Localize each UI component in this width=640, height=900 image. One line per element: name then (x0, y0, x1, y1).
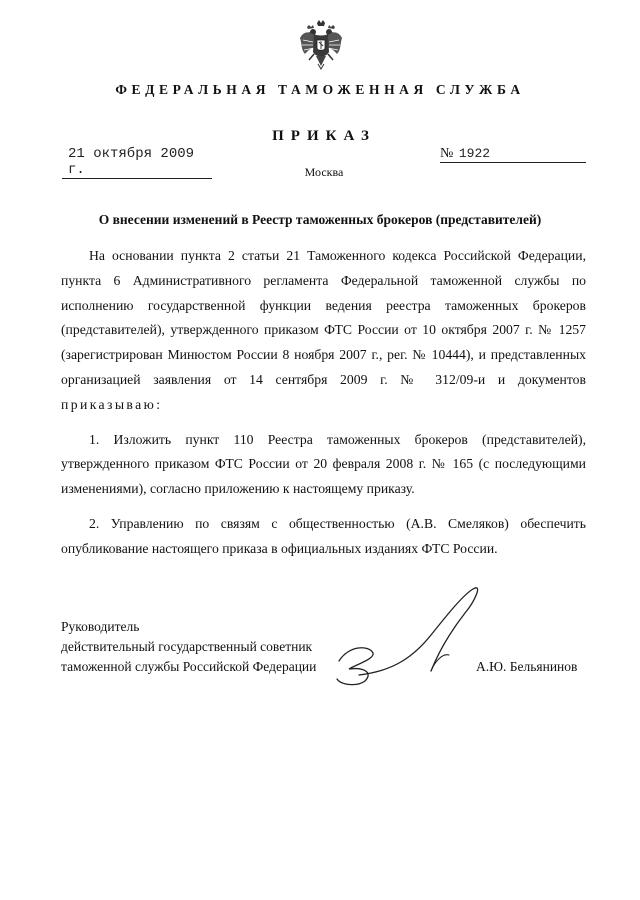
position-line-3: таможенной службы Российской Федерации (61, 659, 317, 674)
signature-icon (335, 585, 495, 695)
agency-name: ФЕДЕРАЛЬНАЯ ТАМОЖЕННАЯ СЛУЖБА (115, 82, 525, 97)
position-line-1: Руководитель (61, 619, 140, 634)
order-body (61, 244, 586, 562)
coat-of-arms-icon (299, 20, 343, 70)
preamble-paragraph (61, 244, 586, 418)
order-number-line (440, 146, 586, 163)
order-number: 1922 (458, 146, 491, 161)
item-1: 1. Изложить пункт 110 Реестра таможенных брокеров (представителей), утвержденного приказом ФТС России от 20 февраля 2008 г. № 165 (с последующими изменениями), согласно приложению к настоящему приказу. (61, 431, 586, 497)
city: Москва (304, 165, 344, 179)
preamble-text: На основании пункта 2 статьи 21 Таможенного кодекса Российской Федерации, пункта 6 Административного регламента Федеральной таможенной службы по исполнению государственной функции ведения реестра таможенных брокеров (представителей), утвержденного приказом ФТС России от 10 октября 2007 г. № 1257 (зарегистрирован Минюстом России 8 ноября 2007 г., рег. № 10444), и представленных организацией заявления от 14 сентября 2009 г. № 312/09-и и документов (61, 248, 586, 387)
item-2: 2. Управлению по связям с общественностью (А.В. Смеляков) обеспечить опубликование настоящего приказа в официальных изданиях ФТС России. (61, 515, 586, 556)
position-line-2: действительный государственный советник (61, 639, 313, 654)
number-label: № (440, 146, 454, 161)
order-subject: О внесении изменений в Реестр таможенных брокеров (представителей) (98, 212, 542, 227)
signatory-name: А.Ю. Бельянинов (476, 659, 578, 674)
order-date: 21 октября 2009 г. (68, 146, 195, 178)
document-type: ПРИКАЗ (272, 128, 376, 144)
order-word: приказываю: (61, 396, 163, 412)
